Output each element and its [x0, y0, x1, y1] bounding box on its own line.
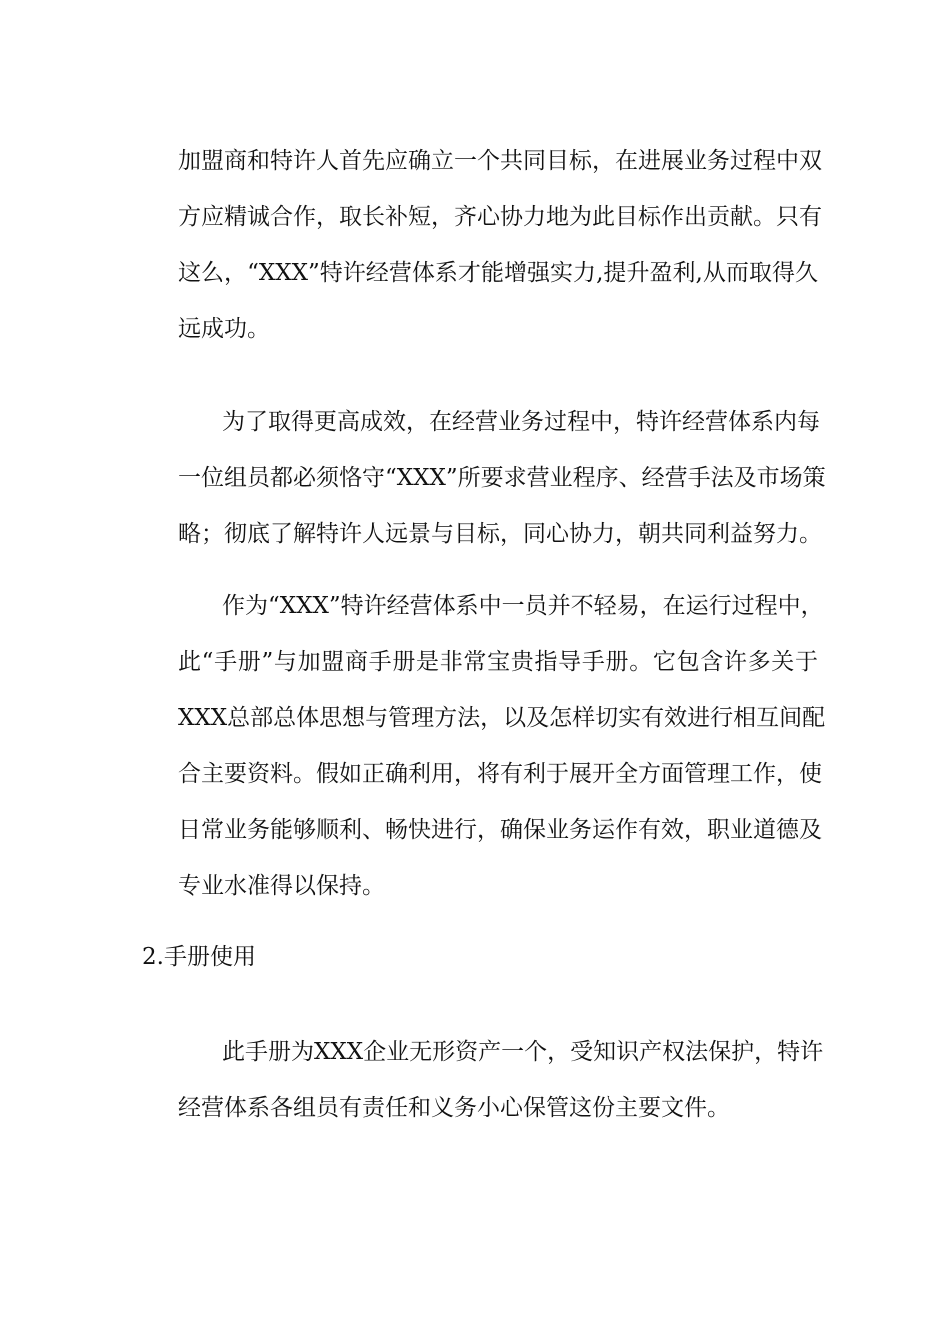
paragraph-3-line-5: 日常业务能够顺利、畅快进行，确保业务运作有效，职业道德及 — [178, 817, 822, 843]
paragraph-1-line-1: 加盟商和特许人首先应确立一个共同目标，在进展业务过程中双 — [178, 148, 822, 174]
section-paragraph-line-2: 经营体系各组员有责任和义务小心保管这份主要文件。 — [178, 1095, 730, 1121]
section-paragraph-line-1: 此手册为XXX企业无形资产一个，受知识产权法保护，特许 — [222, 1039, 824, 1065]
paragraph-2-line-3: 略；彻底了解特许人远景与目标，同心协力，朝共同利益努力。 — [178, 521, 822, 547]
paragraph-3-line-6: 专业水准得以保持。 — [178, 873, 385, 899]
section-heading: 2.手册使用 — [142, 944, 256, 970]
paragraph-3-line-1: 作为“XXX”特许经营体系中一员并不轻易，在运行过程中， — [222, 593, 824, 619]
paragraph-3-line-2: 此“手册”与加盟商手册是非常宝贵指导手册。它包含许多关于 — [178, 649, 818, 675]
paragraph-3-line-3: XXX总部总体思想与管理方法，以及怎样切实有效进行相互间配 — [178, 705, 826, 731]
paragraph-1-line-3: 这么，“XXX”特许经营体系才能增强实力,提升盈利,从而取得久 — [178, 260, 818, 286]
paragraph-1-line-4: 远成功。 — [178, 316, 270, 342]
paragraph-1-line-2: 方应精诚合作，取长补短，齐心协力地为此目标作出贡献。只有 — [178, 204, 822, 230]
paragraph-2-line-2: 一位组员都必须恪守“XXX”所要求营业程序、经营手法及市场策 — [178, 465, 826, 491]
paragraph-3-line-4: 合主要资料。假如正确利用，将有利于展开全方面管理工作，使 — [178, 761, 822, 787]
paragraph-2-line-1: 为了取得更高成效，在经营业务过程中，特许经营体系内每 — [222, 409, 820, 435]
